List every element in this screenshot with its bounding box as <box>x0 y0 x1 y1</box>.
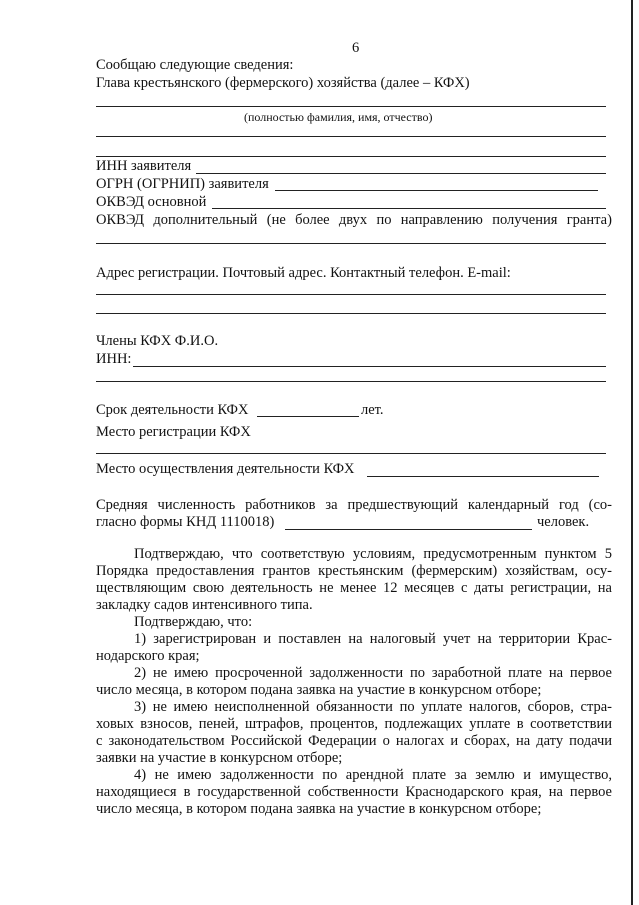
members-label: Члены КФХ Ф.И.О. <box>96 333 219 349</box>
employees-field[interactable] <box>285 529 532 530</box>
confirm-line-2: Порядка предоставления грантов крестьянским (фермерским) хозяйствам, осу- <box>96 563 612 579</box>
members-inn-label: ИНН: <box>96 351 132 367</box>
confirm-line-4: закладку садов интенсивного типа. <box>96 597 313 613</box>
activity-place-field[interactable] <box>367 476 599 477</box>
scan-edge-line <box>631 0 633 905</box>
name-caption: (полностью фамилия, имя, отчество) <box>244 110 433 124</box>
members-inn-field[interactable] <box>133 366 606 367</box>
activity-place-label: Место осуществления деятельности КФХ <box>96 461 355 477</box>
employees-line-2: гласно формы КНД 1110018) <box>96 514 275 530</box>
item4-line-2: находящиеся в государственной собственности Краснодарского края, на первое <box>96 784 612 800</box>
name-line-2[interactable] <box>96 136 606 137</box>
okved-main-field[interactable] <box>212 208 606 209</box>
members-line[interactable] <box>96 381 606 382</box>
confirm-line-3: ществляющим свою деятельность не менее 12 месяцев с даты регистрации, на <box>96 580 612 596</box>
inn-field[interactable] <box>196 173 606 174</box>
reg-place-field[interactable] <box>96 453 606 454</box>
address-label: Адрес регистрации. Почтовый адрес. Контактный телефон. E-mail: <box>96 265 511 281</box>
okved-extra-field[interactable] <box>96 243 606 244</box>
reg-place-label: Место регистрации КФХ <box>96 424 251 440</box>
item4-line-1: 4) не имею задолженности по арендной плате за землю и имущество, <box>134 767 612 783</box>
confirm-line-1: Подтверждаю, что соответствую условиям, предусмотренным пунктом 5 <box>134 546 612 562</box>
address-line-2[interactable] <box>96 313 606 314</box>
item1-line-2: нодарского края; <box>96 648 200 664</box>
confirm-lead: Подтверждаю, что: <box>134 614 253 630</box>
head-title: Глава крестьянского (фермерского) хозяйства (далее – КФХ) <box>96 75 470 91</box>
term-unit: лет. <box>361 402 384 418</box>
name-line-1[interactable] <box>96 106 606 107</box>
item1-line-1: 1) зарегистрирован и поставлен на налоговый учет на территории Крас- <box>134 631 612 647</box>
employees-unit: человек. <box>537 514 590 530</box>
employees-line-1: Средняя численность работников за предшествующий календарный год (со- <box>96 497 612 513</box>
okved-extra-label: ОКВЭД дополнительный (не более двух по направлению получения гранта) <box>96 212 612 228</box>
page-number: 6 <box>352 40 360 56</box>
intro-text: Сообщаю следующие сведения: <box>96 57 294 73</box>
item3-line-1: 3) не имею неисполненной обязанности по уплате налогов, сборов, стра- <box>134 699 612 715</box>
address-line-1[interactable] <box>96 294 606 295</box>
item3-line-3: с законодательством Российской Федерации о налогах и сборах, на дату подачи <box>96 733 612 749</box>
ogrn-label: ОГРН (ОГРНИП) заявителя <box>96 176 269 192</box>
name-line-3[interactable] <box>96 156 606 157</box>
item3-line-2: ховых взносов, пеней, штрафов, процентов, подлежащих уплате в соответствии <box>96 716 612 732</box>
term-field[interactable] <box>257 416 359 417</box>
item3-line-4: заявки на участие в конкурсном отборе; <box>96 750 343 766</box>
okved-main-label: ОКВЭД основной <box>96 194 207 210</box>
item2-line-1: 2) не имею просроченной задолженности по заработной плате на первое <box>134 665 612 681</box>
item4-line-3: число месяца, в котором подана заявка на участие в конкурсном отборе; <box>96 801 542 817</box>
inn-label: ИНН заявителя <box>96 158 192 174</box>
item2-line-2: число месяца, в котором подана заявка на участие в конкурсном отборе; <box>96 682 542 698</box>
term-label: Срок деятельности КФХ <box>96 402 249 418</box>
ogrn-field[interactable] <box>275 190 598 191</box>
